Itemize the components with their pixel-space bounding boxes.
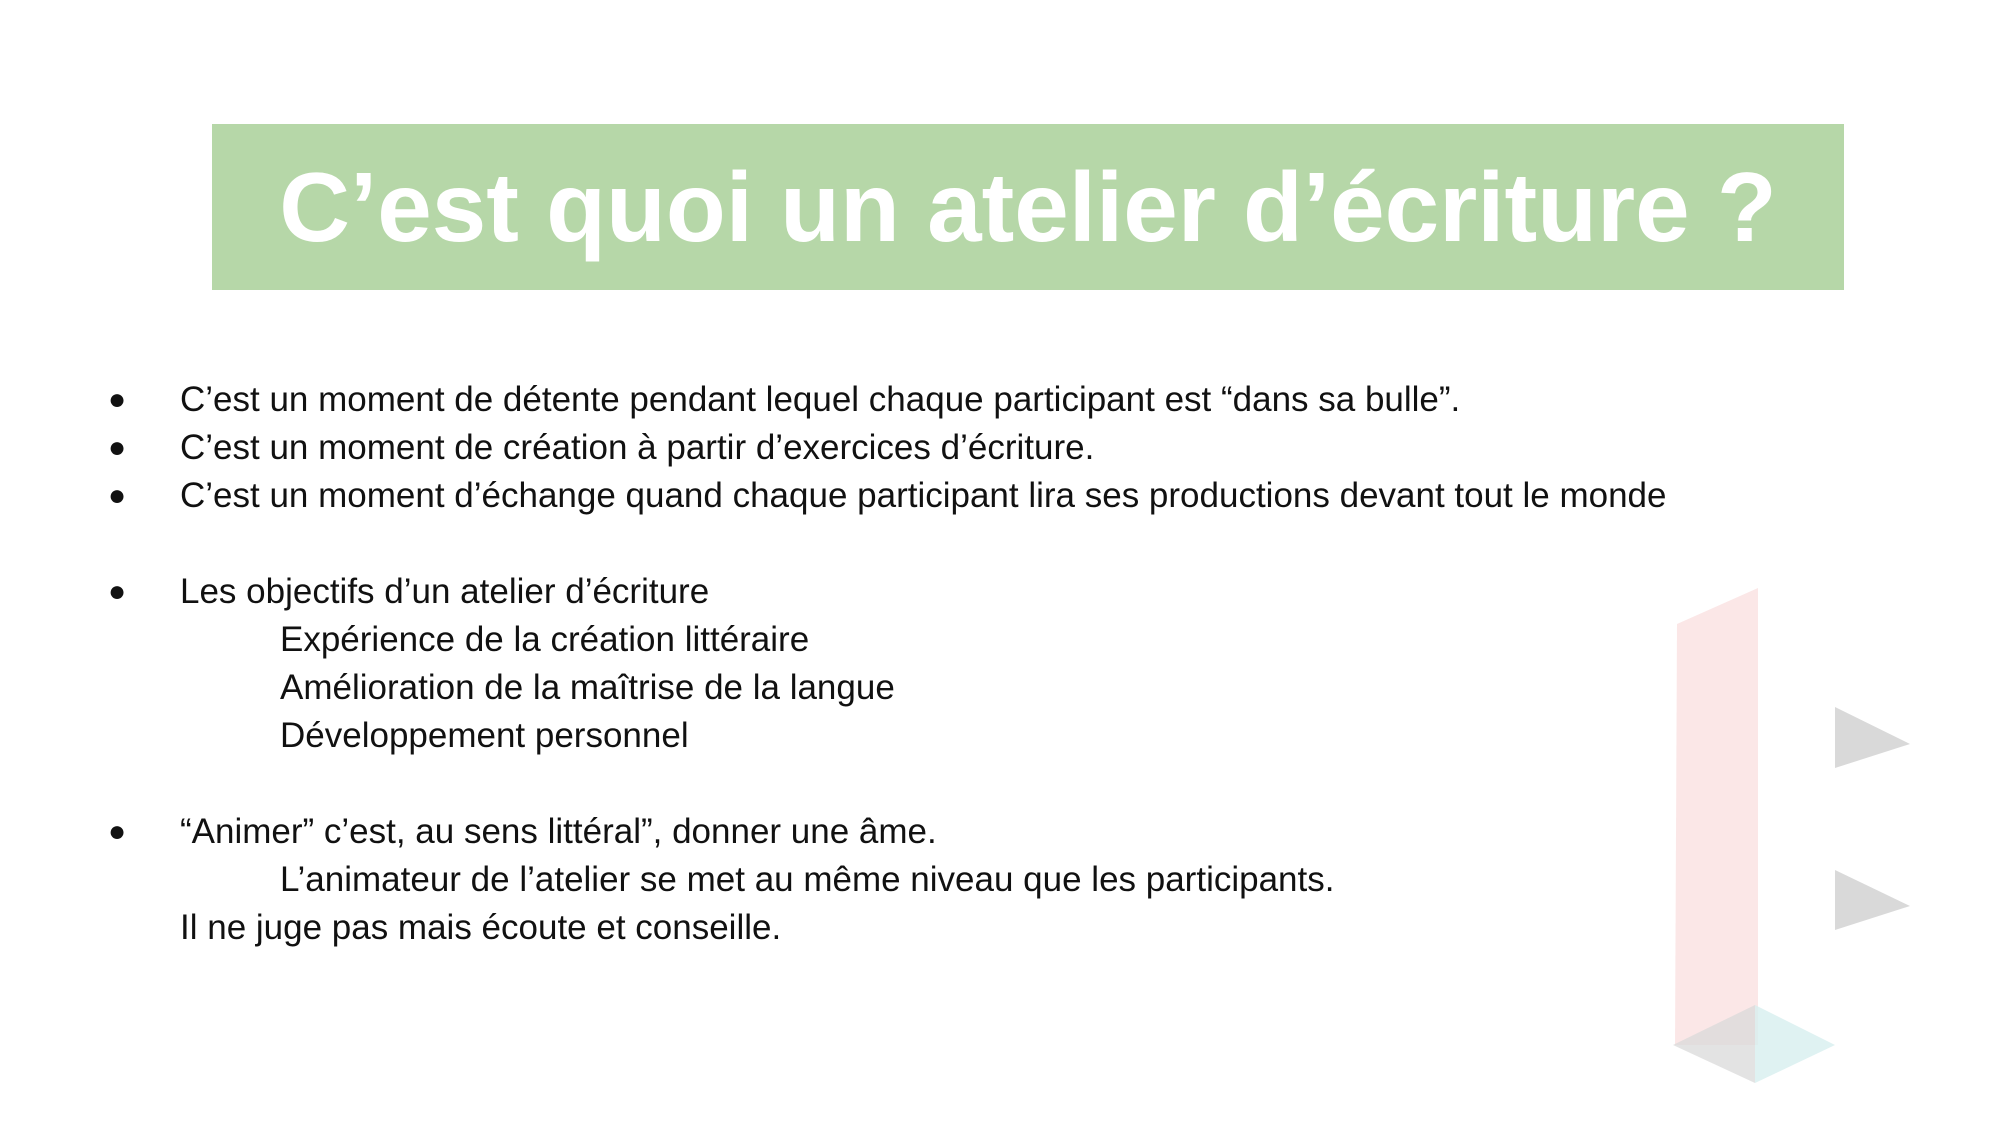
slide-title: C’est quoi un atelier d’écriture ? xyxy=(279,152,1777,262)
sub-item xyxy=(0,712,1900,760)
sub-item-text: Amélioration de la maîtrise de la langue xyxy=(280,668,895,707)
bullet-icon: ● xyxy=(108,575,127,608)
list-item-text: C’est un moment de détente pendant lequel chaque participant est “dans sa bulle”. xyxy=(180,380,1461,419)
gray-diamond-shape xyxy=(1673,1005,1755,1083)
sub-item xyxy=(0,664,1900,712)
list-item xyxy=(0,808,1900,856)
sub-item xyxy=(0,616,1900,664)
spacer xyxy=(0,520,1900,568)
sub-item-text: L’animateur de l’atelier se met au même niveau que les participants. xyxy=(280,860,1335,899)
bullet-icon: ● xyxy=(108,479,127,512)
bullet-list xyxy=(0,376,1900,952)
bullet-icon: ● xyxy=(108,383,127,416)
list-item xyxy=(0,424,1900,472)
list-item xyxy=(0,376,1900,424)
list-item-text: Les objectifs d’un atelier d’écriture xyxy=(180,572,710,611)
title-banner xyxy=(212,124,1844,290)
cyan-diamond-shape xyxy=(1755,1005,1835,1083)
sub-item-text: Développement personnel xyxy=(280,716,689,755)
list-item-text: C’est un moment de création à partir d’exercices d’écriture. xyxy=(180,428,1095,467)
list-item-text: “Animer” c’est, au sens littéral”, donner une âme. xyxy=(180,812,937,851)
spacer xyxy=(0,760,1900,808)
sub-item-text: Expérience de la création littéraire xyxy=(280,620,810,659)
bullet-icon: ● xyxy=(108,815,127,848)
continuation-text: Il ne juge pas mais écoute et conseille. xyxy=(180,908,782,947)
list-item-text: C’est un moment d’échange quand chaque participant lira ses productions devant tout le monde xyxy=(180,476,1667,515)
list-item xyxy=(0,568,1900,616)
sub-item xyxy=(0,856,1900,904)
continuation-line xyxy=(0,904,1900,952)
bullet-icon: ● xyxy=(108,431,127,464)
list-item xyxy=(0,472,1900,520)
